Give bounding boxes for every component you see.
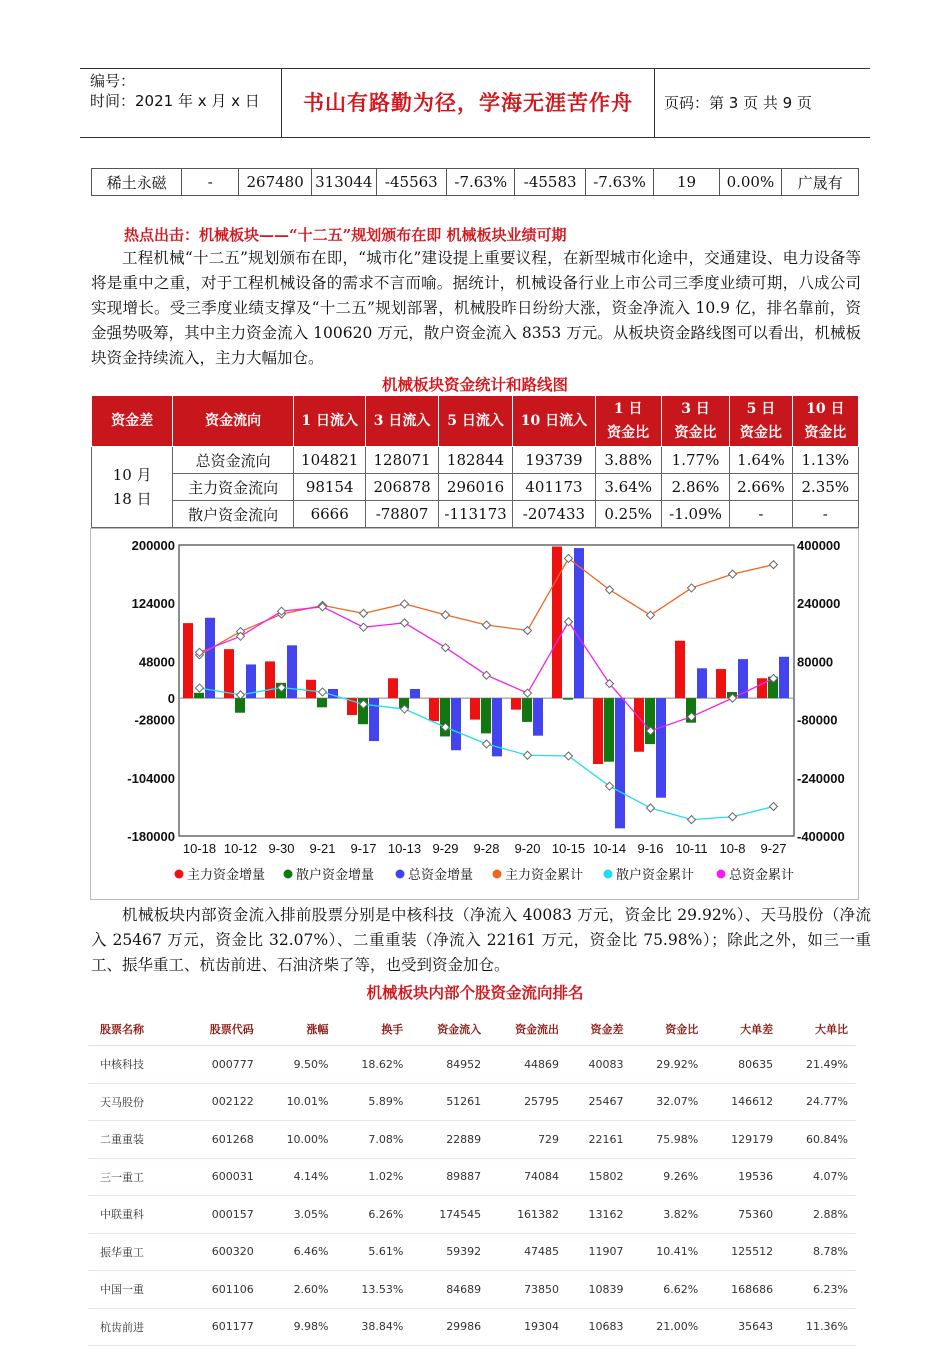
table-cell: 13.53% (337, 1271, 412, 1309)
table-cell: 000157 (184, 1196, 262, 1234)
x-tick-label: 10-8 (719, 841, 746, 856)
table-cell: 11907 (567, 1233, 631, 1271)
bar (429, 698, 439, 721)
legend-marker (396, 870, 405, 879)
column-header: 大单差 (706, 1013, 781, 1046)
table-cell: 杭齿前进 (88, 1308, 184, 1346)
table-cell: - (730, 501, 792, 528)
table-cell: - (182, 169, 239, 196)
table-cell: - (792, 501, 858, 528)
page-header (80, 68, 870, 138)
column-header: 资金流入 (411, 1013, 489, 1046)
table-cell: 601177 (184, 1308, 262, 1346)
y-left-tick-label: 124000 (131, 596, 175, 612)
y-right-tick-label: -240000 (797, 770, 845, 786)
table-cell: 600031 (184, 1158, 262, 1196)
column-header: 10 日流入 (513, 396, 595, 447)
table-cell: 中联重科 (88, 1196, 184, 1234)
y-left-tick-label: 200000 (131, 538, 175, 553)
table-cell: 21.49% (781, 1046, 856, 1084)
table-cell: 60.84% (781, 1121, 856, 1159)
x-tick-label: 9-28 (473, 841, 500, 856)
table-row (88, 1083, 856, 1121)
table-cell: 三一重工 (88, 1158, 184, 1196)
table-cell: 2.66% (730, 474, 792, 501)
column-header: 3 日流入 (366, 396, 438, 447)
table-cell: 35643 (706, 1308, 781, 1346)
table-cell: 6666 (293, 501, 365, 528)
y-right-tick-label: -80000 (797, 712, 838, 728)
bar (410, 689, 420, 698)
column-header: 资金差 (92, 396, 173, 447)
y-left-tick-label: -104000 (127, 770, 175, 786)
table-cell: 15802 (567, 1158, 631, 1196)
stats-title: 机械板块资金统计和路线图 (381, 375, 568, 394)
table-cell: 168686 (706, 1271, 781, 1309)
bar (675, 641, 685, 698)
table-cell: 182844 (438, 447, 513, 474)
column-header: 资金比 (631, 1013, 706, 1046)
x-tick-label: 10-11 (675, 841, 708, 856)
y-right-tick-label: 400000 (797, 538, 841, 553)
table-cell: 25467 (567, 1083, 631, 1121)
x-tick-label: 10-12 (223, 841, 258, 856)
table-cell: 73850 (489, 1271, 567, 1309)
column-header: 5 日流入 (438, 396, 513, 447)
table-cell: 313044 (311, 169, 376, 196)
table-cell: 206878 (366, 474, 438, 501)
table-cell: 主力资金流向 (173, 474, 294, 501)
legend-marker (175, 870, 184, 879)
x-tick-label: 9-27 (760, 841, 787, 856)
number-label: 编号： (90, 72, 136, 90)
fund-flow-chart (90, 528, 859, 900)
bar (511, 698, 521, 709)
table-cell: 2.60% (262, 1271, 337, 1309)
stats-header-row (92, 396, 859, 447)
table-cell: 6.23% (781, 1271, 856, 1309)
bar (205, 618, 215, 698)
legend-marker (717, 870, 726, 879)
table-cell: 18.62% (337, 1046, 412, 1084)
bar (224, 649, 234, 698)
table-cell: 2.35% (792, 474, 858, 501)
column-header: 股票名称 (88, 1013, 184, 1046)
table-cell: 129179 (706, 1121, 781, 1159)
table-cell: 5.61% (337, 1233, 412, 1271)
table-cell: 44869 (489, 1046, 567, 1084)
bar (265, 661, 275, 698)
y-right-tick-label: 240000 (797, 596, 841, 612)
table-cell: 000777 (184, 1046, 262, 1084)
table-cell: 9.26% (631, 1158, 706, 1196)
table-cell: 1.77% (661, 447, 729, 474)
table-cell: 32.07% (631, 1083, 706, 1121)
table-cell: 10683 (567, 1308, 631, 1346)
table-cell: -78807 (366, 501, 438, 528)
legend-label: 散户资金累计 (616, 867, 695, 882)
y-right-tick-label: -400000 (797, 829, 845, 844)
bar (287, 645, 297, 698)
table-cell: 3.05% (262, 1196, 337, 1234)
table-cell: 128071 (366, 447, 438, 474)
table-cell: 19 (654, 169, 719, 196)
table-cell: 二重重装 (88, 1121, 184, 1159)
header-motto: 书山有路勤为径，学海无涯苦作舟 (282, 69, 655, 137)
legend-label: 散户资金增量 (296, 867, 375, 882)
table-cell: 24.77% (781, 1083, 856, 1121)
table-cell: 89887 (411, 1158, 489, 1196)
bar (738, 659, 748, 698)
table-cell: 98154 (293, 474, 365, 501)
table-cell: 0.00% (719, 169, 781, 196)
bar (593, 698, 603, 764)
column-header: 5 日 资金比 (730, 396, 792, 447)
table-cell: 729 (489, 1121, 567, 1159)
table-row (88, 1233, 856, 1271)
table-cell: 74084 (489, 1158, 567, 1196)
table-cell: 80635 (706, 1046, 781, 1084)
table-cell: 13162 (567, 1196, 631, 1234)
bar (533, 698, 543, 736)
time-label: 时间：2021 年 x 月 x 日 (90, 92, 260, 110)
y-left-tick-label: -28000 (134, 712, 175, 728)
table-cell: 193739 (513, 447, 595, 474)
table-cell: 0.25% (595, 501, 661, 528)
table-cell: 1.02% (337, 1158, 412, 1196)
table-cell: 总资金流向 (173, 447, 294, 474)
table-cell: 2.86% (661, 474, 729, 501)
table-cell: 9.98% (262, 1308, 337, 1346)
x-tick-label: 10-15 (551, 841, 586, 856)
date-cell: 10 月 18 日 (92, 447, 173, 528)
table-cell: 267480 (239, 169, 311, 196)
hot-title: 热点出击：机械板块——“十二五”规划颁布在即 机械板块业绩可期 (124, 226, 567, 244)
table-cell: 002122 (184, 1083, 262, 1121)
paragraph-1: 工程机械“十二五”规划颁布在即，“城市化”建设提上重要议程，在新型城市化途中，交通建设、电力设备等将是重中之重，对于工程机械设备的需求不言而喻。据统计，机械设备行业上市公司三季度业绩可期，八成公司实现增长。受三季度业绩支撑及“十二五”规划部署，机械股昨日纷纷大涨，资金净流入 10.9 亿，排名靠前，资金强势吸筹，其中主力资金流入 100620 万元，散户资金流入 8353 万元。从板块资金路线图可以看出，机械板块资金持续流入，主力大幅加仓。 (91, 249, 861, 367)
table-cell: 1.13% (792, 447, 858, 474)
bar (697, 668, 707, 698)
x-tick-label: 9-17 (350, 841, 377, 856)
table-cell: 4.14% (262, 1158, 337, 1196)
legend-label: 主力资金增量 (187, 867, 266, 882)
table-cell: 7.08% (337, 1121, 412, 1159)
table-cell: 174545 (411, 1196, 489, 1234)
bar (716, 669, 726, 698)
table-cell: 84952 (411, 1046, 489, 1084)
table-cell: 601268 (184, 1121, 262, 1159)
table-cell: 3.88% (595, 447, 661, 474)
column-header: 资金差 (567, 1013, 631, 1046)
page-indicator: 页码：第 3 页 共 9 页 (664, 94, 812, 112)
bar (306, 680, 316, 698)
bar (563, 698, 573, 700)
table-cell: 22889 (411, 1121, 489, 1159)
table-cell: -7.63% (585, 169, 653, 196)
table-row (88, 1271, 856, 1309)
table-cell: 19536 (706, 1158, 781, 1196)
table-cell: 6.62% (631, 1271, 706, 1309)
table-cell: -1.09% (661, 501, 729, 528)
table-cell: 40083 (567, 1046, 631, 1084)
column-header: 资金流向 (173, 396, 294, 447)
rank-title: 机械板块内部个股资金流向排名 (366, 983, 584, 1002)
bar (574, 548, 584, 698)
table-cell: -113173 (438, 501, 513, 528)
bar (470, 698, 480, 719)
table-cell: 3.64% (595, 474, 661, 501)
legend-label: 总资金增量 (408, 867, 474, 882)
table-cell: 161382 (489, 1196, 567, 1234)
table-cell: 75360 (706, 1196, 781, 1234)
table-cell: 稀土永磁 (92, 169, 182, 196)
column-header: 大单比 (781, 1013, 856, 1046)
table-cell: -45583 (515, 169, 585, 196)
table-cell: 10.41% (631, 1233, 706, 1271)
table-row (92, 447, 859, 474)
x-tick-label: 9-16 (637, 841, 664, 856)
table-cell: 19304 (489, 1308, 567, 1346)
y-left-tick-label: 0 (167, 691, 175, 707)
table-cell: 4.07% (781, 1158, 856, 1196)
column-header: 1 日 资金比 (595, 396, 661, 447)
bar (317, 698, 327, 707)
table-cell: 600320 (184, 1233, 262, 1271)
column-header: 10 日 资金比 (792, 396, 858, 447)
table-cell: 84689 (411, 1271, 489, 1309)
bar (634, 698, 644, 752)
legend-marker (493, 870, 502, 879)
bar (481, 698, 491, 733)
table-cell: 9.50% (262, 1046, 337, 1084)
header-meta (80, 69, 282, 137)
x-tick-label: 9-30 (268, 841, 295, 856)
bar (645, 698, 655, 744)
column-header: 3 日 资金比 (661, 396, 729, 447)
table-cell: 601106 (184, 1271, 262, 1309)
table-cell: 6.26% (337, 1196, 412, 1234)
bar (615, 698, 625, 828)
chart-canvas (91, 529, 858, 899)
bar (604, 698, 614, 762)
table-cell: 10839 (567, 1271, 631, 1309)
table-row (92, 474, 859, 501)
bar (235, 698, 245, 713)
rank-header-row (88, 1013, 856, 1046)
table-row (88, 1308, 856, 1346)
table-cell: 29.92% (631, 1046, 706, 1084)
table-cell: 5.89% (337, 1083, 412, 1121)
table-cell: 104821 (293, 447, 365, 474)
table-cell: -7.63% (447, 169, 515, 196)
table-row (88, 1046, 856, 1084)
table-cell: 401173 (513, 474, 595, 501)
table-cell: 天马股份 (88, 1083, 184, 1121)
table-row (92, 501, 859, 528)
table-row (92, 169, 859, 196)
legend-marker (284, 870, 293, 879)
table-cell: -207433 (513, 501, 595, 528)
table-cell: 125512 (706, 1233, 781, 1271)
column-header: 1 日流入 (293, 396, 365, 447)
table-cell: 振华重工 (88, 1233, 184, 1271)
stats-table (91, 395, 859, 528)
rank-table (88, 1013, 856, 1346)
bar (451, 698, 461, 750)
paragraph-2: 机械板块内部资金流入排前股票分别是中核科技（净流入 40083 万元，资金比 29.92%）、天马股份（净流入 25467 万元，资金比 32.07%）、二重重装（净流入 22161 万元，资金比 75.98%）；除此之外，如三一重工、振华重工、杭齿前进、石油济柴了等，也受到资金加仓。 (91, 906, 871, 974)
table-cell: 38.84% (337, 1308, 412, 1346)
column-header: 资金流出 (489, 1013, 567, 1046)
continued-table (91, 168, 859, 196)
x-tick-label: 10-14 (592, 841, 627, 856)
table-cell: 59392 (411, 1233, 489, 1271)
table-cell: 中国一重 (88, 1271, 184, 1309)
x-tick-label: 10-13 (387, 841, 422, 856)
legend-marker (604, 870, 613, 879)
table-cell: 51261 (411, 1083, 489, 1121)
bar (757, 678, 767, 698)
legend-label: 主力资金累计 (505, 867, 584, 882)
x-tick-label: 10-18 (182, 841, 217, 856)
table-cell: 广晟有 (782, 169, 859, 196)
x-tick-label: 9-20 (514, 841, 541, 856)
table-cell: 25795 (489, 1083, 567, 1121)
table-cell: 10.00% (262, 1121, 337, 1159)
y-left-tick-label: 48000 (138, 654, 175, 670)
bar (183, 623, 193, 698)
x-tick-label: 9-29 (432, 841, 459, 856)
table-cell: 1.64% (730, 447, 792, 474)
table-row (88, 1121, 856, 1159)
table-cell: -45563 (376, 169, 446, 196)
bar (522, 698, 532, 722)
bar (656, 698, 666, 798)
table-cell: 75.98% (631, 1121, 706, 1159)
table-cell: 8.78% (781, 1233, 856, 1271)
column-header: 股票代码 (184, 1013, 262, 1046)
column-header: 换手 (337, 1013, 412, 1046)
table-cell: 47485 (489, 1233, 567, 1271)
table-cell: 10.01% (262, 1083, 337, 1121)
table-cell: 22161 (567, 1121, 631, 1159)
table-cell: 中核科技 (88, 1046, 184, 1084)
table-cell: 146612 (706, 1083, 781, 1121)
bar (194, 693, 204, 698)
y-left-tick-label: -180000 (127, 829, 175, 844)
x-tick-label: 9-21 (309, 841, 336, 856)
table-cell: 6.46% (262, 1233, 337, 1271)
bar (779, 657, 789, 698)
table-cell: 21.00% (631, 1308, 706, 1346)
table-cell: 2.88% (781, 1196, 856, 1234)
table-cell: 3.82% (631, 1196, 706, 1234)
table-row (88, 1196, 856, 1234)
table-cell: 11.36% (781, 1308, 856, 1346)
y-right-tick-label: 80000 (797, 654, 834, 670)
table-row (88, 1158, 856, 1196)
bar (552, 547, 562, 699)
legend-label: 总资金累计 (729, 867, 795, 882)
column-header: 涨幅 (262, 1013, 337, 1046)
table-cell: 散户资金流向 (173, 501, 294, 528)
bar (388, 678, 398, 698)
table-cell: 29986 (411, 1308, 489, 1346)
table-cell: 296016 (438, 474, 513, 501)
